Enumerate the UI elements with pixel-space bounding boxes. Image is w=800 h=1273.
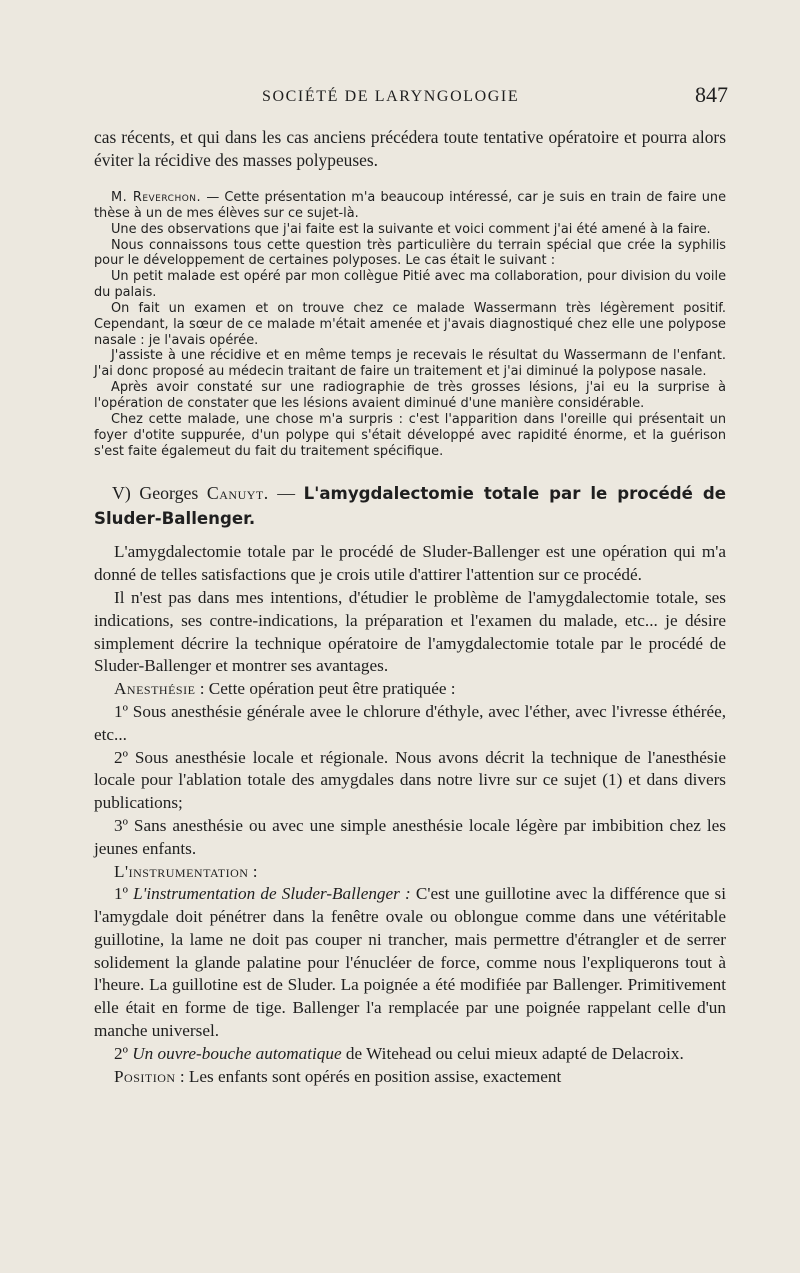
page-number: 847: [695, 82, 728, 107]
body-paragraph: Il n'est pas dans mes intentions, d'étudier le problème de l'amygdalectomie totale, ses indications, ses contre-indications, la préparation et l'examen du malade, etc... je désire simplement décrire la technique opératoire de l'amygdalectomie totale par le procédé de Sluder-Ballenger et montrer ses avantages.: [94, 587, 726, 676]
section-title: L'amygdalectomie totale par le procédé de Sluder-Ballenger.: [94, 484, 726, 529]
discussion-block: [94, 190, 726, 459]
speaker-name: M. Reverchon.: [111, 190, 202, 205]
instrumentation-colon: :: [252, 861, 258, 881]
body-paragraph: L'amygdalectomie totale par le procédé de Sluder-Ballenger est une opération qui m'a donné de telles satisfactions que je crois utile d'attirer l'attention sur ce procédé.: [94, 542, 726, 585]
item-number: 1º: [114, 884, 128, 904]
discussion-paragraph: Un petit malade est opéré par mon collègue Pitié avec ma collaboration, pour division du voile du palais.: [94, 269, 726, 301]
item-text: C'est une guillotine avec la différence que si l'amygdale doit pénétrer dans la fenêtre ovale ou oblongue comme dans une vétéritable guillotine, la lame ne doit pas couper ni trancher, mais permettre d'étrangler et de serrer solidement la glande palatine pour l'énucléer de force, comme nous l'expliquerons tout à l'heure. La guillotine est de Sluder. La poignée a été modifiée par Ballenger. Primitivement elle était en forme de tige. Ballenger l'a remplacée par une poignée rappelant celle d'un manche universel.: [94, 884, 727, 1041]
position-paragraph: [94, 1066, 726, 1089]
anesthesia-label: Anesthésie: [114, 679, 196, 699]
position-label: Position: [114, 1066, 176, 1086]
anesthesia-item: 2º Sous anesthésie locale et régionale. Nous avons décrit la technique de l'anesthésie locale pour l'ablation totale des amygdales dans notre livre sur ce sujet (1) et dans divers publications;: [94, 747, 726, 813]
section-prefix: V) Georges: [112, 483, 199, 504]
anesthesia-heading: [94, 678, 726, 701]
section-author: Canuyt.: [206, 483, 269, 504]
article-body: [94, 541, 726, 1088]
section-heading: [94, 481, 726, 531]
lead-block: [94, 126, 726, 172]
item-text: de Witehead ou celui mieux adapté de Delacroix.: [345, 1043, 684, 1063]
anesthesia-item: 3º Sans anesthésie ou avec une simple anesthésie locale légère par imbibition chez les jeunes enfants.: [94, 815, 726, 858]
running-title: SOCIÉTÉ DE LARYNGOLOGIE: [262, 88, 520, 105]
discussion-paragraph: Nous connaissons tous cette question très particulière du terrain spécial que crée la syphilis pour le développement de certaines polyposes. Le cas était le suivant :: [94, 237, 726, 269]
item-title: Un ouvre-bouche automatique: [132, 1043, 342, 1063]
page-header: [0, 78, 800, 114]
discussion-paragraph: Chez cette malade, une chose m'a surpris : c'est l'apparition dans l'oreille qui présentait un foyer d'otite suppurée, d'un polype qui s'était développé avec rapidité énorme, et la guérison s'est faite égalemeut du fait du traitement spécifique.: [94, 411, 726, 459]
anesthesia-text: : Cette opération peut être pratiquée :: [199, 679, 456, 699]
page-content: [94, 126, 726, 1088]
discussion-text: — Cette présentation m'a beaucoup intéressé, car je suis en train de faire une thèse à un de mes élèves sur ce sujet-là.: [94, 190, 727, 221]
instrumentation-label: L'instrumentation: [114, 861, 249, 881]
section-dash: —: [277, 483, 296, 504]
instrumentation-heading: [94, 861, 726, 884]
instrumentation-item: [94, 1043, 726, 1066]
discussion-paragraph: J'assiste à une récidive et en même temps je recevais le résultat du Wassermann de l'enfant. J'ai donc proposé au médecin traitant de faire un traitement et j'ai diminué la polypose nasale.: [94, 348, 726, 380]
position-text: : Les enfants sont opérés en position assise, exactement: [179, 1066, 562, 1086]
anesthesia-item: 1º Sous anesthésie générale avee le chlorure d'éthyle, avec l'éther, avec l'ivresse éthérée, etc...: [94, 701, 726, 744]
discussion-paragraph: On fait un examen et on trouve chez ce malade Wassermann très légèrement positif. Cependant, la sœur de ce malade m'était amenée et j'avais diagnostiqué chez elle une polypose nasale : je l'avais opérée.: [94, 300, 726, 348]
lead-paragraph: cas récents, et qui dans les cas anciens précédera toute tentative opératoire et pourra alors éviter la récidive des masses polypeuses.: [94, 127, 726, 170]
discussion-paragraph: [94, 190, 726, 222]
item-title: L'instrumentation de Sluder-Ballenger :: [133, 884, 411, 904]
discussion-paragraph: Après avoir constaté sur une radiographie de très grosses lésions, j'ai eu la surprise à l'opération de constater que les lésions avaient diminué d'une manière considérable.: [94, 380, 726, 411]
instrumentation-item: [94, 883, 726, 1043]
item-number: 2º: [114, 1043, 128, 1063]
discussion-paragraph: Une des observations que j'ai faite est la suivante et voici comment j'ai été amené à la faire.: [111, 221, 711, 237]
